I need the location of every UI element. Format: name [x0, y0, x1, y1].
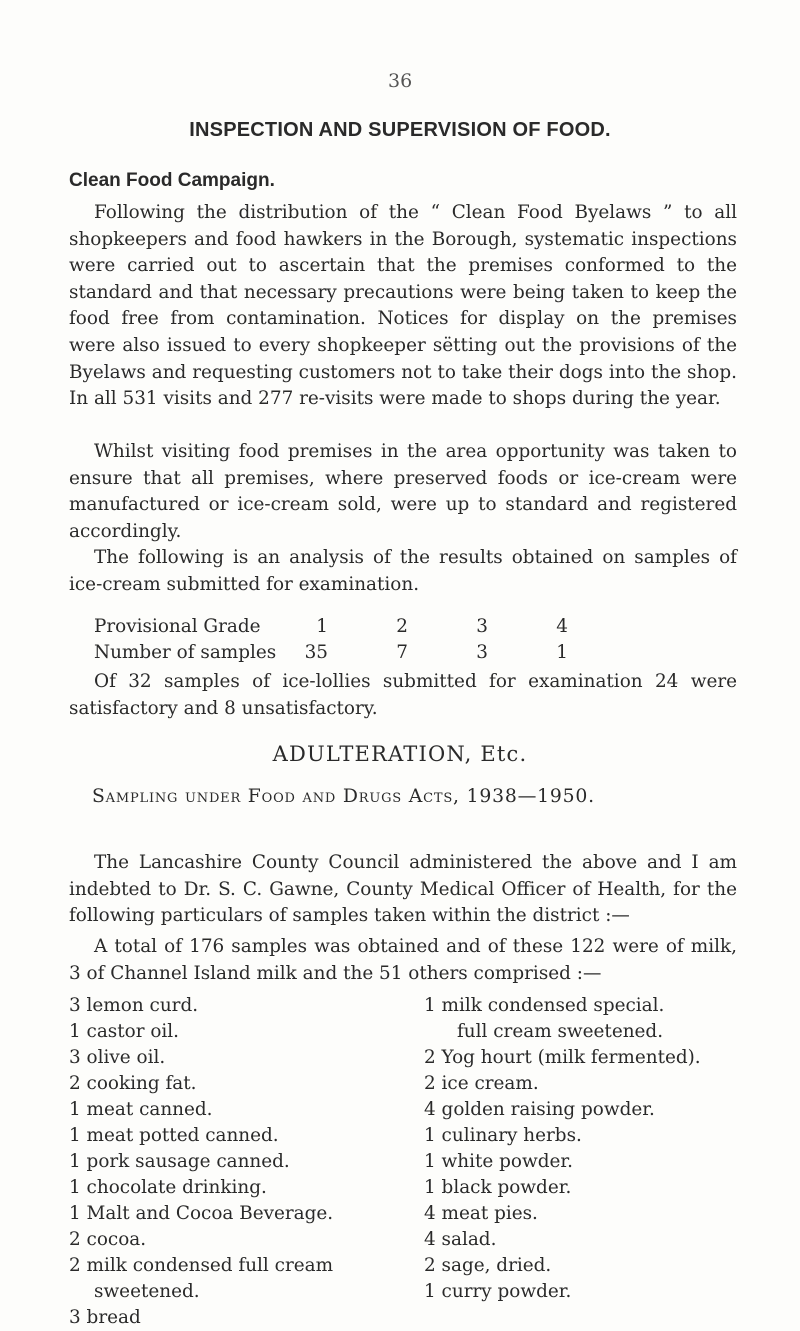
list-item: 2 milk condensed full cream	[69, 1255, 334, 1276]
list-item: 1 pork sausage canned.	[69, 1151, 290, 1172]
samples-cell: 35	[304, 642, 328, 663]
grade-cell: 4	[556, 616, 568, 637]
ice-lollies-paragraph: Of 32 samples of ice-lollies submitted for examination 24 were satisfactory and 8 unsatisfactory.	[69, 671, 737, 719]
list-item: 4 meat pies.	[424, 1203, 538, 1224]
grade-cell: 3	[476, 616, 488, 637]
list-item: 1 milk condensed special.	[424, 995, 665, 1016]
grade-cell: 2	[396, 616, 408, 637]
list-item: 2 cocoa.	[69, 1229, 147, 1250]
list-item-continuation: full cream sweetened.	[457, 1021, 664, 1042]
samples-cell: 7	[396, 642, 408, 663]
samples-cell: 1	[556, 642, 568, 663]
list-item: 3 lemon curd.	[69, 995, 199, 1016]
list-item: 1 castor oil.	[69, 1021, 180, 1042]
list-item-continuation: sweetened.	[94, 1281, 200, 1302]
list-item: 2 ice cream.	[424, 1073, 539, 1094]
adulteration-heading: ADULTERATION, Etc.	[272, 742, 528, 766]
samples-row	[94, 640, 568, 666]
list-item: 1 meat potted canned.	[69, 1125, 279, 1146]
list-item: 2 cooking fat.	[69, 1073, 197, 1094]
grade-row	[94, 614, 568, 640]
clean-food-paragraph-3: The following is an analysis of the results obtained on samples of ice-cream submitted for examination.	[69, 547, 737, 595]
page-title: INSPECTION AND SUPERVISION OF FOOD.	[189, 119, 611, 141]
samples-row-label: Number of samples	[94, 642, 277, 663]
samples-list-left	[69, 993, 333, 1331]
list-item: 2 Yog hourt (milk fermented).	[424, 1047, 701, 1068]
list-item: 3 bread	[69, 1307, 141, 1328]
list-item: 1 chocolate drinking.	[69, 1177, 267, 1198]
clean-food-paragraph-2: Whilst visiting food premises in the area opportunity was taken to ensure that all premises, where preserved foods or ice-cream were manufactured or ice-cream sold, were up to standard and registered accordingly.	[69, 441, 737, 542]
adulteration-paragraph-1: The Lancashire County Council administered the above and I am indebted to Dr. S. C. Gawne, County Medical Officer of Health, for the following particulars of samples taken within the district :—	[69, 852, 737, 927]
adulteration-paragraph-2: A total of 176 samples was obtained and of these 122 were of milk, 3 of Channel Island milk and the 51 others comprised :—	[69, 936, 737, 984]
list-item: 1 white powder.	[424, 1151, 573, 1172]
clean-food-heading: Clean Food Campaign.	[69, 170, 275, 191]
grade-table	[94, 614, 568, 666]
grade-row-label: Provisional Grade	[94, 616, 261, 637]
list-item: 1 meat canned.	[69, 1099, 213, 1120]
list-item: 1 Malt and Cocoa Beverage.	[69, 1203, 334, 1224]
list-item: 4 golden raising powder.	[424, 1099, 655, 1120]
samples-cell: 3	[476, 642, 488, 663]
clean-food-paragraph-1: Following the distribution of the “ Clean Food Byelaws ” to all shopkeepers and food hawkers in the Borough, systematic inspections were carried out to ascertain that the premises conformed to the standard and that necessary precautions were being taken to keep the food free from contamination. Notices for display on the premises were also issued to every shopkeeper sëtting out the provisions of the Byelaws and requesting customers not to take their dogs into the shop. In all 531 visits and 277 re-visits were made to shops during the year.	[69, 202, 737, 410]
list-item: 4 salad.	[424, 1229, 497, 1250]
list-item: 1 black powder.	[424, 1177, 572, 1198]
list-item: 1 culinary herbs.	[424, 1125, 582, 1146]
list-item: 2 sage, dried.	[424, 1255, 552, 1276]
list-item: 3 olive oil.	[69, 1047, 166, 1068]
list-item: 1 curry powder.	[424, 1281, 572, 1302]
grade-cell: 1	[316, 616, 328, 637]
adulteration-subheading: Sampling under Food and Drugs Acts, 1938—1950.	[92, 786, 595, 807]
samples-list-right	[424, 993, 701, 1305]
page-number: 36	[388, 70, 413, 92]
